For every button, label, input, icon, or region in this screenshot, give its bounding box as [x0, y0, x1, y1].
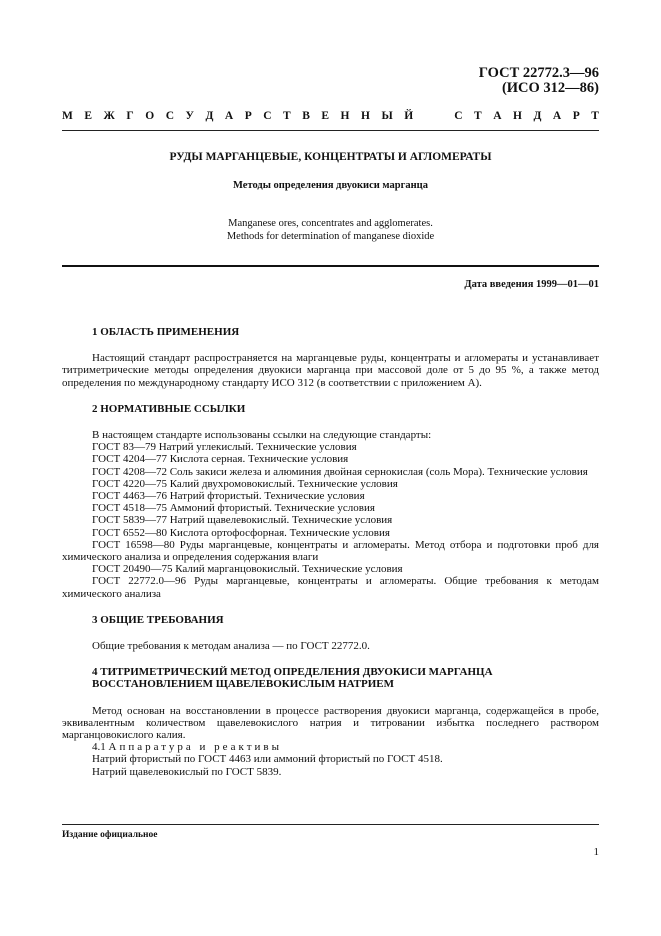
banner-letter: А	[493, 110, 502, 122]
section-1-text: Настоящий стандарт распространяется на марганцевые руды, концентраты и агломераты и устанавливает титриметрические методы определения двуокиси марганца при массовой доле от 5 до 95 %, а также метод определения по международному стандарту ИСО 312 (в соответствии с приложением А).	[62, 352, 599, 389]
section-3-heading: 3 ОБЩИЕ ТРЕБОВАНИЯ	[92, 613, 224, 626]
section-4-1-label: Аппаратура и реактивы	[108, 741, 283, 754]
page-number: 1	[593, 846, 599, 858]
banner-letter: Т	[591, 110, 599, 122]
banner-letter: С	[454, 110, 463, 122]
interstate-standard-banner	[62, 110, 599, 122]
reference-item: ГОСТ 20490—75 Калий марганцовокислый. Технические условия	[92, 563, 403, 576]
banner-letter: Г	[126, 110, 134, 122]
reference-item: ГОСТ 4463—76 Натрий фтористый. Технические условия	[92, 490, 365, 503]
banner-letter: О	[145, 110, 155, 122]
banner-letter: Д	[533, 110, 542, 122]
english-title-line-2: Methods for determination of manganese dioxide	[226, 231, 435, 242]
section-4-1-heading	[62, 741, 599, 753]
banner-letter: Н	[513, 110, 522, 122]
section-3-text: Общие требования к методам анализа — по ГОСТ 22772.0.	[92, 640, 370, 653]
reference-item: ГОСТ 5839—77 Натрий щавелевокислый. Технические условия	[92, 514, 393, 527]
standard-number-gost: ГОСТ 22772.3—96	[478, 65, 599, 81]
section-4-1-item-2: Натрий щавелевокислый по ГОСТ 5839.	[92, 765, 282, 778]
reference-item: ГОСТ 83—79 Натрий углекислый. Технические условия	[92, 441, 357, 454]
reference-item: ГОСТ 22772.0—96 Руды марганцевые, концентраты и агломераты. Общие требования к методам химического анализа	[62, 575, 599, 600]
banner-word-gap	[425, 110, 443, 122]
standard-number	[479, 66, 599, 96]
introduction-date: Дата введения 1999—01—01	[464, 279, 599, 290]
banner-letter: Р	[572, 110, 580, 122]
banner-letter: Н	[361, 110, 370, 122]
footer-rule	[62, 824, 599, 825]
title-rule	[62, 265, 599, 267]
official-edition-label: Издание официальное	[62, 830, 158, 840]
banner-letter: Е	[321, 110, 330, 122]
banner-letter: С	[165, 110, 174, 122]
banner-letter: Р	[244, 110, 252, 122]
english-title-line-1: Manganese ores, concentrates and agglomerates.	[228, 218, 433, 229]
reference-item: ГОСТ 4518—75 Аммоний фтористый. Технические условия	[92, 502, 375, 515]
banner-letter: Ж	[103, 110, 115, 122]
reference-item: ГОСТ 6552—80 Кислота ортофосфорная. Технические условия	[92, 526, 390, 539]
reference-item: ГОСТ 16598—80 Руды марганцевые, концентраты и агломераты. Метод отбора и подготовки проб для химического анализа и определения содержания влаги	[62, 538, 599, 564]
reference-item: ГОСТ 4208—72 Соль закиси железа и алюминия двойная сернокислая (соль Мора). Технические условия	[92, 465, 588, 478]
banner-letter: Д	[205, 110, 214, 122]
banner-letter: С	[263, 110, 272, 122]
section-2-heading: 2 НОРМАТИВНЫЕ ССЫЛКИ	[92, 402, 246, 415]
banner-letter: А	[552, 110, 562, 122]
banner-letter: Е	[84, 110, 93, 122]
section-4-1-number: 4.1	[92, 741, 106, 754]
document-title: РУДЫ МАРГАНЦЕВЫЕ, КОНЦЕНТРАТЫ И АГЛОМЕРАТЫ	[169, 151, 492, 163]
section-4-1-item-1: Натрий фтористый по ГОСТ 4463 или аммоний фтористый по ГОСТ 4518.	[92, 753, 443, 766]
banner-letter: А	[224, 110, 234, 122]
standard-number-iso: (ИСО 312—86)	[501, 80, 599, 96]
banner-letter: Т	[474, 110, 482, 122]
banner-letter: Й	[404, 110, 414, 122]
reference-item: ГОСТ 4204—77 Кислота серная. Технические условия	[92, 453, 349, 466]
banner-letter: М	[62, 110, 73, 122]
reference-item: ГОСТ 4220—75 Калий двухромовокислый. Технические условия	[92, 477, 398, 490]
section-4-heading-line-1: 4 ТИТРИМЕТРИЧЕСКИЙ МЕТОД ОПРЕДЕЛЕНИЯ ДВУОКИСИ МАРГАНЦА	[92, 666, 493, 679]
banner-letter: Т	[283, 110, 291, 122]
banner-letter: Н	[340, 110, 350, 122]
banner-letter: У	[185, 110, 194, 122]
banner-letter: В	[302, 110, 310, 122]
section-2-intro: В настоящем стандарте использованы ссылки на следующие стандарты:	[92, 429, 432, 442]
document-body	[62, 326, 599, 778]
section-4-text: Метод основан на восстановлении в процессе растворения двуокиси марганца, содержащейся в пробе, эквивалентным количеством щавелевокислого натрия и титровании избытка последнего раствором марганцовокислого калия.	[62, 704, 599, 742]
references-list	[62, 441, 599, 600]
banner-letter: Ы	[381, 110, 393, 122]
header-rule	[62, 130, 599, 131]
english-title	[0, 217, 661, 243]
document-subtitle: Методы определения двуокиси марганца	[233, 180, 428, 191]
section-1-heading: 1 ОБЛАСТЬ ПРИМЕНЕНИЯ	[92, 326, 240, 338]
section-4-heading-line-2: ВОССТАНОВЛЕНИЕМ ЩАВЕЛЕВОКИСЛЫМ НАТРИЕМ	[92, 678, 394, 691]
